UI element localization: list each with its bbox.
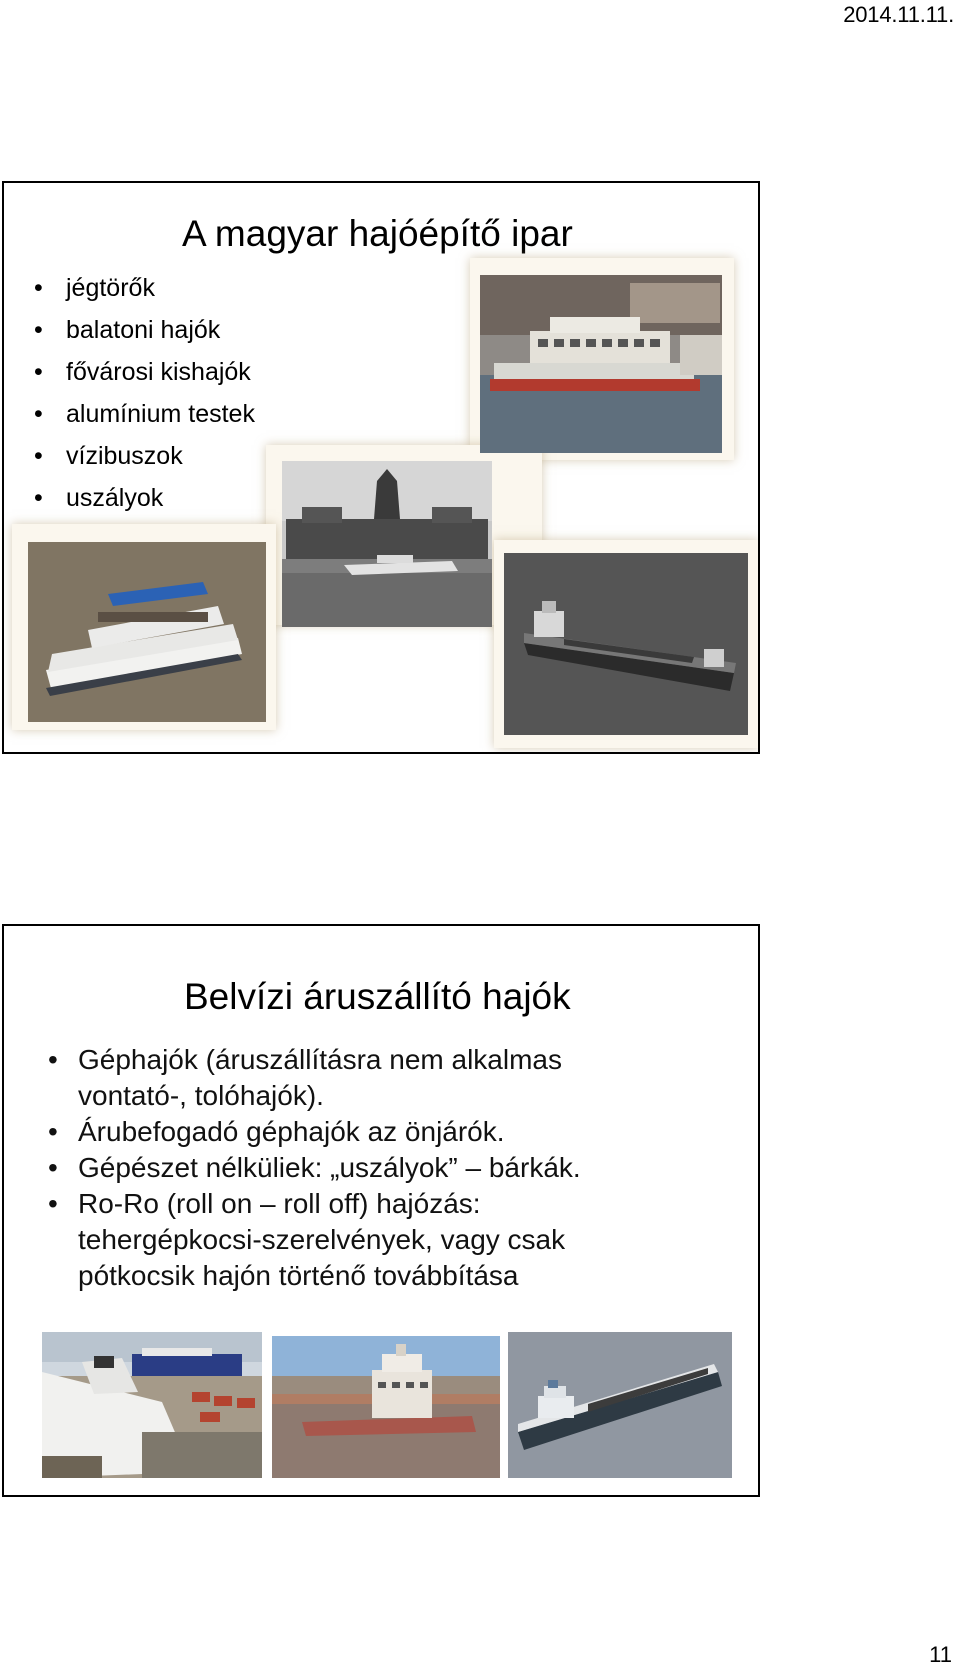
list-item: • vízibuszok	[34, 435, 255, 477]
list-item: • uszályok	[34, 477, 255, 519]
list-item: • balatoni hajók	[34, 309, 255, 351]
slide-1	[2, 181, 760, 754]
slide-2	[2, 924, 760, 1497]
parliament-hydrofoil-photo	[282, 461, 492, 627]
list-item: • Árubefogadó géphajók az önjárók.	[48, 1114, 668, 1150]
roro-ferry-port-photo	[42, 1332, 262, 1478]
list-item: • alumínium testek	[34, 393, 255, 435]
pushboat-photo	[272, 1336, 500, 1478]
sightseeing-boat-photo	[28, 542, 266, 722]
moored-passenger-ship-photo	[480, 275, 722, 453]
list-item: • fővárosi kishajók	[34, 351, 255, 393]
slide-1-title: A magyar hajóépítő ipar	[182, 213, 573, 254]
list-item: • Gépészet nélküliek: „uszályok” – bárkák.	[48, 1150, 668, 1186]
slide-2-title: Belvízi áruszállító hajók	[184, 976, 571, 1017]
cargo-ship-photo	[508, 1332, 732, 1478]
page-number: 11	[929, 1642, 952, 1667]
slide-2-bullet-list	[48, 1042, 668, 1294]
barge-photo	[504, 553, 748, 735]
slide-1-bullet-list	[34, 267, 255, 519]
page-date: 2014.11.11.	[843, 2, 954, 27]
list-item: • Géphajók (áruszállításra nem alkalmas vontató-, tolóhajók).	[48, 1042, 658, 1114]
list-item: • jégtörők	[34, 267, 255, 309]
list-item: • Ro-Ro (roll on – roll off) hajózás: tehergépkocsi-szerelvények, vagy csak pótkocsik hajón történő továbbítása	[48, 1186, 668, 1294]
